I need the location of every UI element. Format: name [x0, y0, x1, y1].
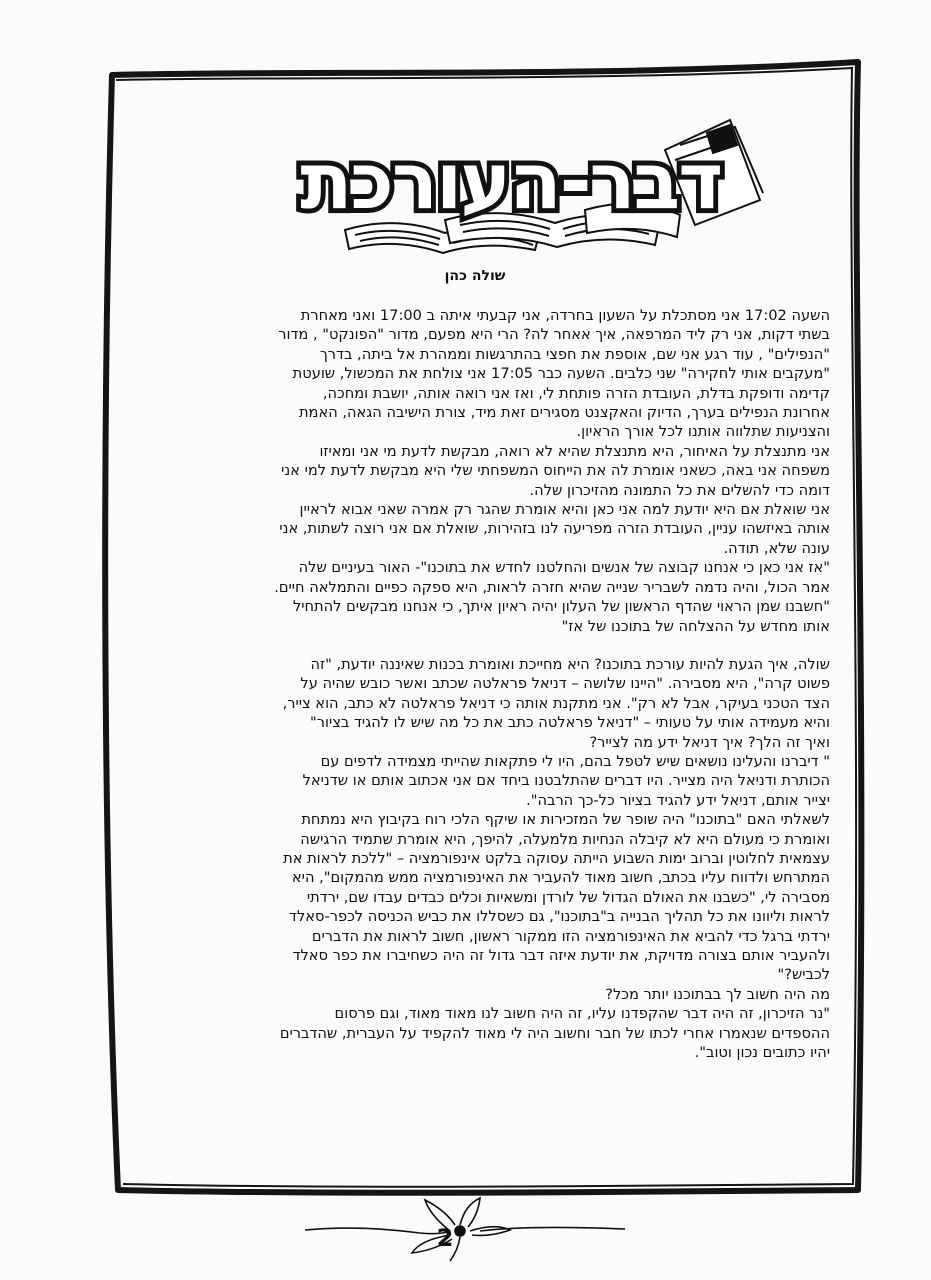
- article-paragraph: שולה, איך הגעת להיות עורכת בתוכנו? היא מחייכת ואומרת בכנות שאיננה יודעת, "זה פשוט קרה", היא מסבירה. "היינו שלושה – דניאל פראלטה שכתב ואשר כובש שהיה על הצד הטכני בעיקר, אבל לא רק". אני מתקנת אותה כי דניאל פראלטה לא כתב, הוא צייר, והיא מעמידה אותי על טעותי – "דניאל פראלטה כתב את כל מה שיש לו להגיד בציור": [282, 655, 830, 732]
- article-paragraph: אני מתנצלת על האיחור, היא מתנצלת שהיא לא רואה, מבקשת לדעת מי אני ומאיזו משפחה אני באה, כשאני אומרת לה את הייחוס המשפחתי שלי היא מבקשת לדעת למי אני דומה כדי להשלים את כל התמונה מהזיכרון שלה.: [281, 442, 830, 499]
- article-paragraph: השעה 17:02 אני מסתכלת על השעון בחרדה, אני קבעתי איתה ב 17:00 ואני מאחרת בשתי דקות, אני רק ליד המרפאה, איך אאחר לה? הרי היא מפעם, מדור "הפונקט" , מדור "הנפילים" , עוד רגע אני שם, אוספת את חפצי בהתרגשות וממהרת אל ביתה, בדרך "מעקבים אותי לחקירה" שני כלבים. השעה כבר 17:05 אני צולחת את המכשול, שועטת קדימה ודופקת בדלת, העובדת הזרה פותחת לי, ואז אני רואה אותה, יושבת ומחכה, אחרונת הנפילים בערך, הדיוק והאקצנט מסגירים זאת מיד, צורת הישיבה הגאה, האמת והצניעות שתלווה אותנו לכל אורך הראיון.: [278, 307, 830, 441]
- page-number: 2: [436, 1224, 454, 1252]
- article-paragraph: "אז אני כאן כי אנחנו קבוצה של אנשים והחלטנו לחדש את בתוכנו"- האור בעיניים שלה אמר הכול, והיה נדמה לשבריר שנייה שהיא חזרה לראות, היא ספקה כפיים והתמלאה חיים.: [274, 559, 830, 596]
- article-paragraph: לשאלתי האם "בתוכנו" היה שופר של המזכירות או שיקף הלכי רוח בקיבוץ היא נמתחת ואומרת כי מעולם היא לא קיבלה הנחיות מלמעלה, להיפך, היא אומרת שתמיד הרגישה עצמאית לחלוטין וברוב ימות השבוע הייתה עסוקה בלקט אינפורמציה – "ללכת לראות את המתרחש ולדווח עליו בכתב, חשוב מאוד להעביר את האינפורמציה ממש מהמקום", היא מסבירה לי, "כשבנו את האולם הגדול של לורדן ומשאיות וכלים כבדים עבדו שם, ירדתי לראות וליוונו את כל תהליך הבנייה ב"בתוכנו", גם כשסללו את כביש הכניסה לכפר-סאלד ירדתי ברגל כדי להביא את האינפורמציה הזו ממקור ראשון, חשוב לראות את הדברים ולהעביר אותם בצורה מדויקת, את יודעת איזה דבר גדול זה היה כשחיברו את כפר סאלד לכביש?": [283, 811, 830, 984]
- page-title: דבר-העורכת: [300, 137, 722, 227]
- article-paragraph: " דיברנו והעלינו נושאים שיש לטפל בהם, היו לי פתקאות שהייתי מצמידה לדפים עם הכותרת ודניאל היה מצייר. היו דברים שהתלבטנו ביחד אם אני אכתוב אותם או שדניאל יצייר אותם, דניאל ידע להגיד בציור כל-כך הרבה".: [302, 752, 830, 809]
- article-paragraph: "חשבנו שמן הראוי שהדף הראשון של העלון יהיה ראיון איתך, כי אנחנו מבקשים להתחיל אותו מחדש על ההצלחה של בתוכנו של אז": [292, 598, 830, 635]
- article-body: [150, 306, 830, 1062]
- flower-ornament-icon: [300, 1195, 630, 1265]
- article-paragraph: אני שואלת אם היא יודעת למה אני כאן והיא אומרת שהגר רק אמרה שאני אבוא לראיין אותה באיזשהו עניין, העובדת הזרה מפריעה לנו בזהירות, שואלת אם אני רוצה לשתות, אני עונה שלא, תודה.: [279, 501, 830, 557]
- author-name: שולה כהן: [444, 268, 506, 284]
- article-paragraph: "נר הזיכרון, זה היה דבר שהקפדנו עליו, זה היה חשוב לנו מאוד מאוד, וגם פרסום ההספדים שנאמרו אחרי לכתו של חבר וחשוב היה לי מאוד להקפיד על העברית, שהדברים יהיו כתובים נכון וטוב".: [279, 1005, 830, 1062]
- article-paragraph: מה היה חשוב לך בבתוכנו יותר מכל?: [605, 985, 830, 1003]
- article-paragraph: ואיך זה הלך? איך דניאל ידע מה לצייר?: [589, 733, 830, 751]
